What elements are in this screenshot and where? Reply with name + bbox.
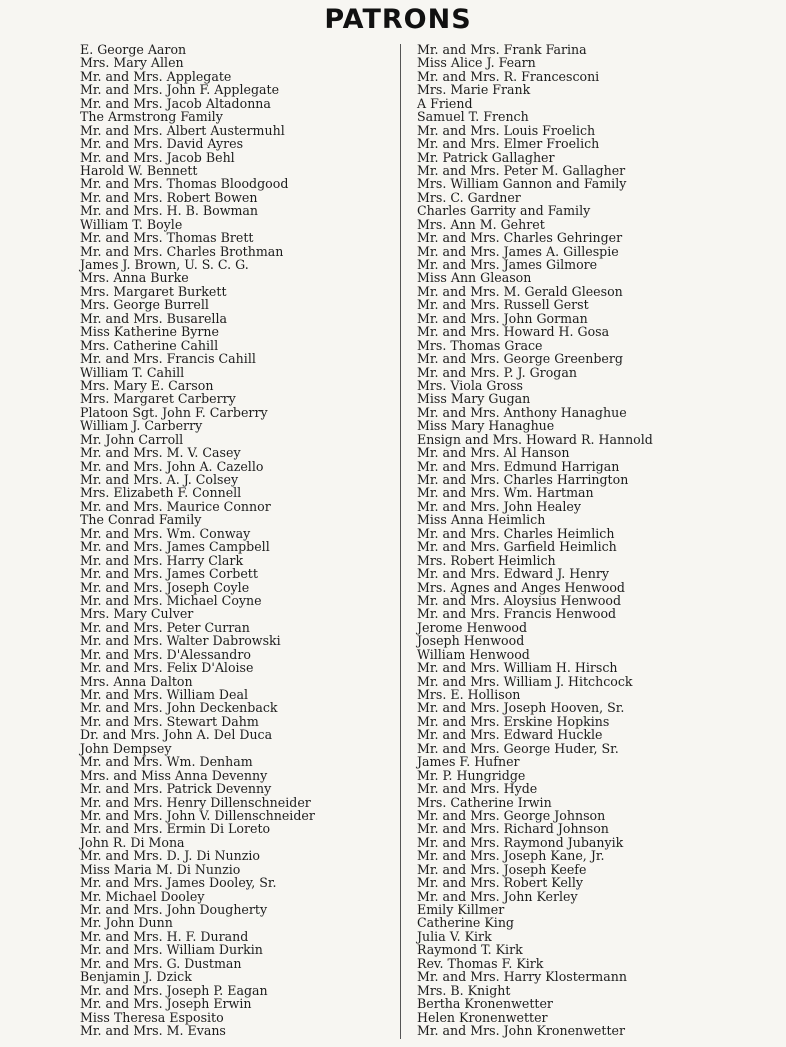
patron-name: Mr. and Mrs. Erskine Hopkins <box>417 713 610 729</box>
patron-name: Mr. and Mrs. Patrick Devenny <box>80 781 272 797</box>
patron-name: The Conrad Family <box>80 512 202 528</box>
patron-name: Miss Maria M. Di Nunzio <box>80 861 241 877</box>
patron-name: Mr. and Mrs. Joseph Erwin <box>80 996 252 1012</box>
patron-name: Mr. and Mrs. R. Francesconi <box>417 68 600 84</box>
patron-name: John R. Di Mona <box>80 834 185 850</box>
patron-name: A Friend <box>417 95 473 111</box>
patron-name: Helen Kronenwetter <box>417 1009 548 1025</box>
patron-name: Samuel T. French <box>417 109 529 125</box>
patron-name: Mr. and Mrs. Francis Henwood <box>417 606 617 622</box>
patron-name: Mr. and Mrs. Edward Huckle <box>417 727 603 743</box>
patron-name: Mrs. Agnes and Anges Henwood <box>417 579 625 595</box>
patron-name: Mr. and Mrs. John F. Applegate <box>80 82 280 98</box>
patron-name: Mr. and Mrs. Walter Dabrowski <box>80 633 281 649</box>
patron-list-right <box>417 43 707 1037</box>
patron-name: Mr. and Mrs. Charles Gehringer <box>417 230 623 246</box>
patron-name: Mr. and Mrs. Felix D'Aloise <box>80 660 254 676</box>
patron-name: Mr. and Mrs. William H. Hirsch <box>417 660 618 676</box>
patron-name: Mrs. Mary Allen <box>80 55 184 71</box>
patron-name: Catherine King <box>417 915 514 931</box>
patron-name: Harold W. Bennett <box>80 162 198 178</box>
patron-name: Mr. and Mrs. P. J. Grogan <box>417 364 577 380</box>
patron-name: Mr. and Mrs. John Kronenwetter <box>417 1022 625 1038</box>
patron-name: Mr. and Mrs. Joseph Keefe <box>417 861 587 877</box>
patron-name: Mr. and Mrs. John Gorman <box>417 310 588 326</box>
patron-name: Mr. and Mrs. James Corbett <box>80 566 258 582</box>
patron-name: Mr. and Mrs. John Healey <box>417 498 582 514</box>
patron-name: Mrs. Viola Gross <box>417 377 523 393</box>
patron-name: Mr. and Mrs. John Dougherty <box>80 902 268 917</box>
patron-name: Mr. and Mrs. A. J. Colsey <box>80 472 239 487</box>
patron-name: Mr. and Mrs. Ermin Di Loreto <box>80 821 271 837</box>
patron-name: Miss Anna Heimlich <box>417 512 546 528</box>
patron-name: Mr. John Dunn <box>80 915 173 931</box>
patron-name: Mr. and Mrs. Hyde <box>417 781 538 797</box>
patron-name: Mr. and Mrs. Elmer Froelich <box>417 136 600 152</box>
patron-name: Mr. and Mrs. Jacob Altadonna <box>80 95 271 111</box>
patron-name: Benjamin J. Dzick <box>80 969 192 985</box>
patron-name: Jerome Henwood <box>417 619 528 635</box>
patron-name: Miss Ann Gleason <box>417 270 532 286</box>
patron-name: Mrs. Mary E. Carson <box>80 377 214 393</box>
patron-name: Mr. and Mrs. James Campbell <box>80 539 270 555</box>
patron-name: Mr. and Mrs. Howard H. Gosa <box>417 324 610 340</box>
patron-name: Charles Garrity and Family <box>417 203 591 219</box>
patron-name: William J. Carberry <box>80 418 203 434</box>
patron-name: Mrs. and Miss Anna Devenny <box>80 767 268 783</box>
patron-name: Mrs. Elizabeth F. Connell <box>80 485 242 501</box>
patron-name: Mr. and Mrs. Garfield Heimlich <box>417 539 617 555</box>
patron-name: Mr. and Mrs. Peter M. Gallagher <box>417 162 626 178</box>
patron-name: Miss Alice J. Fearn <box>417 55 536 71</box>
patron-name: Raymond T. Kirk <box>417 942 523 958</box>
patron-name: Mr. and Mrs. G. Dustman <box>80 955 242 971</box>
patron-name: Mr. and Mrs. Wm. Denham <box>80 754 253 770</box>
patron-name: Emily Killmer <box>417 902 505 917</box>
patron-name: Dr. and Mrs. John A. Del Duca <box>80 727 273 743</box>
patron-name: Mr. and Mrs. Stewart Dahm <box>80 713 259 729</box>
patron-name: Mr. and Mrs. Charles Heimlich <box>417 525 615 541</box>
patron-name: Mrs. B. Knight <box>417 982 511 998</box>
patron-name: Mrs. Catherine Irwin <box>417 794 552 810</box>
patron-name: Mr. and Mrs. George Johnson <box>417 807 606 823</box>
patron-name: Mrs. Margaret Burkett <box>80 283 227 299</box>
patron-name: Mr. and Mrs. Edward J. Henry <box>417 566 609 582</box>
patron-name: Mrs. C. Gardner <box>417 189 521 205</box>
patron-name: Mr. and Mrs. Raymond Jubanyik <box>417 834 624 850</box>
patron-name: Mr. P. Hungridge <box>417 767 526 783</box>
page-title: PATRONS <box>324 4 472 35</box>
patron-name: Mr. and Mrs. D. J. Di Nunzio <box>80 848 260 864</box>
patron-name: Mrs. E. Hollison <box>417 687 521 702</box>
patron-name: Mr. Michael Dooley <box>80 888 205 904</box>
patron-list-left <box>80 43 395 1037</box>
patron-name: Mr. and Mrs. Aloysius Henwood <box>417 592 622 608</box>
patron-name: Mr. Patrick Gallagher <box>417 149 555 165</box>
patron-name: Mrs. Mary Culver <box>80 606 194 622</box>
patron-name: Mr. and Mrs. Joseph Kane, Jr. <box>417 848 605 864</box>
patron-name: Mr. and Mrs. Charles Brothman <box>80 243 284 259</box>
patron-name: Miss Katherine Byrne <box>80 324 219 340</box>
column-divider <box>400 44 401 1039</box>
patron-name: Mr. and Mrs. Jacob Behl <box>80 149 235 165</box>
patron-name: Miss Mary Hanaghue <box>417 418 555 434</box>
patron-name: Mr. and Mrs. M. Evans <box>80 1022 226 1038</box>
patron-name: Mrs. Anna Dalton <box>80 673 193 689</box>
patron-name: Mr. and Mrs. James Gilmore <box>417 257 598 272</box>
patron-name: William T. Cahill <box>80 364 185 380</box>
patron-name: Miss Mary Gugan <box>417 391 531 407</box>
patron-name: Mr. and Mrs. Albert Austermuhl <box>80 122 285 138</box>
patron-name: Mr. and Mrs. Joseph Hooven, Sr. <box>417 700 625 716</box>
patron-name: Joseph Henwood <box>417 633 525 649</box>
patron-name: Mr. and Mrs. Joseph P. Eagan <box>80 982 268 998</box>
patron-name: E. George Aaron <box>80 42 187 57</box>
patron-name: Mr. and Mrs. Al Hanson <box>417 445 570 461</box>
patron-name: Ensign and Mrs. Howard R. Hannold <box>417 431 653 447</box>
patron-name: Mr. and Mrs. Thomas Brett <box>80 230 254 246</box>
patron-name: Mr. and Mrs. Busarella <box>80 310 227 326</box>
patron-name: John Dempsey <box>80 740 172 756</box>
patron-name: Mrs. Anna Burke <box>80 270 189 286</box>
patron-name: Mrs. Ann M. Gehret <box>417 216 545 232</box>
patron-name: Platoon Sgt. John F. Carberry <box>80 404 268 420</box>
patron-name: Mr. and Mrs. Francis Cahill <box>80 351 256 367</box>
patron-name: Mrs. Robert Heimlich <box>417 552 556 568</box>
patron-name: William Henwood <box>417 646 530 662</box>
patron-name: Mr. and Mrs. George Huder, Sr. <box>417 740 619 756</box>
patron-name: Mr. and Mrs. Joseph Coyle <box>80 579 250 595</box>
patron-name: Mr. and Mrs. Applegate <box>80 68 232 84</box>
patron-name: Mr. and Mrs. John V. Dillenschneider <box>80 807 315 823</box>
patron-name: Rev. Thomas F. Kirk <box>417 955 544 971</box>
patron-name: Mr. and Mrs. H. B. Bowman <box>80 203 259 219</box>
patron-name: Mrs. Thomas Grace <box>417 337 543 353</box>
patron-name: Mr. and Mrs. Thomas Bloodgood <box>80 176 289 192</box>
patron-name: Mr. and Mrs. William Deal <box>80 687 248 702</box>
patron-name: Mr. and Mrs. Richard Johnson <box>417 821 609 837</box>
patron-name: Mr. and Mrs. Peter Curran <box>80 619 250 635</box>
patron-name: Miss Theresa Esposito <box>80 1009 224 1025</box>
patron-name: Mr. and Mrs. Robert Kelly <box>417 875 583 891</box>
patron-name: James F. Hufner <box>417 754 520 770</box>
patron-name: Mr. and Mrs. James Dooley, Sr. <box>80 875 277 891</box>
patron-name: Mr. and Mrs. Wm. Conway <box>80 525 251 541</box>
patron-name: Mrs. Margaret Carberry <box>80 391 236 407</box>
patron-name: Mr. John Carroll <box>80 431 184 447</box>
patron-name: Mr. and Mrs. David Ayres <box>80 136 244 152</box>
patron-name: Mr. and Mrs. John A. Cazello <box>80 458 264 474</box>
patron-name: Mr. and Mrs. M. Gerald Gleeson <box>417 283 623 299</box>
patron-name: Mr. and Mrs. Maurice Connor <box>80 498 271 514</box>
patron-name: Mr. and Mrs. Michael Coyne <box>80 592 262 608</box>
patron-name: Mr. and Mrs. H. F. Durand <box>80 928 249 944</box>
patron-name: Mr. and Mrs. Louis Froelich <box>417 122 596 138</box>
patron-name: Mr. and Mrs. Charles Harrington <box>417 472 629 487</box>
patron-name: Bertha Kronenwetter <box>417 996 553 1012</box>
patron-name: Mr. and Mrs. William J. Hitchcock <box>417 673 633 689</box>
patron-name: Mr. and Mrs. James A. Gillespie <box>417 243 619 259</box>
patron-name: Mrs. William Gannon and Family <box>417 176 627 192</box>
patron-name: Mr. and Mrs. Harry Clark <box>80 552 244 568</box>
patron-name: Mr. and Mrs. Henry Dillenschneider <box>80 794 311 810</box>
patron-name: Julia V. Kirk <box>417 928 492 944</box>
patron-name: Mr. and Mrs. Wm. Hartman <box>417 485 594 501</box>
patron-name: James J. Brown, U. S. C. G. <box>80 257 249 272</box>
patron-name: William T. Boyle <box>80 216 183 232</box>
patron-name: Mr. and Mrs. William Durkin <box>80 942 263 958</box>
patron-name: Mr. and Mrs. John Deckenback <box>80 700 278 716</box>
patron-name: Mr. and Mrs. Edmund Harrigan <box>417 458 620 474</box>
patron-name: Mr. and Mrs. John Kerley <box>417 888 578 904</box>
patron-name: Mr. and Mrs. Frank Farina <box>417 42 587 57</box>
patron-name: Mrs. George Burrell <box>80 297 209 313</box>
patron-name: Mr. and Mrs. Robert Bowen <box>80 189 258 205</box>
patron-name: Mr. and Mrs. Harry Klostermann <box>417 969 627 985</box>
patron-name: Mrs. Catherine Cahill <box>80 337 219 353</box>
patron-name: Mr. and Mrs. M. V. Casey <box>80 445 241 461</box>
patron-name: Mr. and Mrs. Russell Gerst <box>417 297 589 313</box>
patron-name: Mr. and Mrs. Anthony Hanaghue <box>417 404 627 420</box>
patron-name: Mr. and Mrs. D'Alessandro <box>80 646 251 662</box>
patron-name: Mrs. Marie Frank <box>417 82 531 98</box>
patron-name: Mr. and Mrs. George Greenberg <box>417 351 623 367</box>
patron-name: The Armstrong Family <box>80 109 223 125</box>
